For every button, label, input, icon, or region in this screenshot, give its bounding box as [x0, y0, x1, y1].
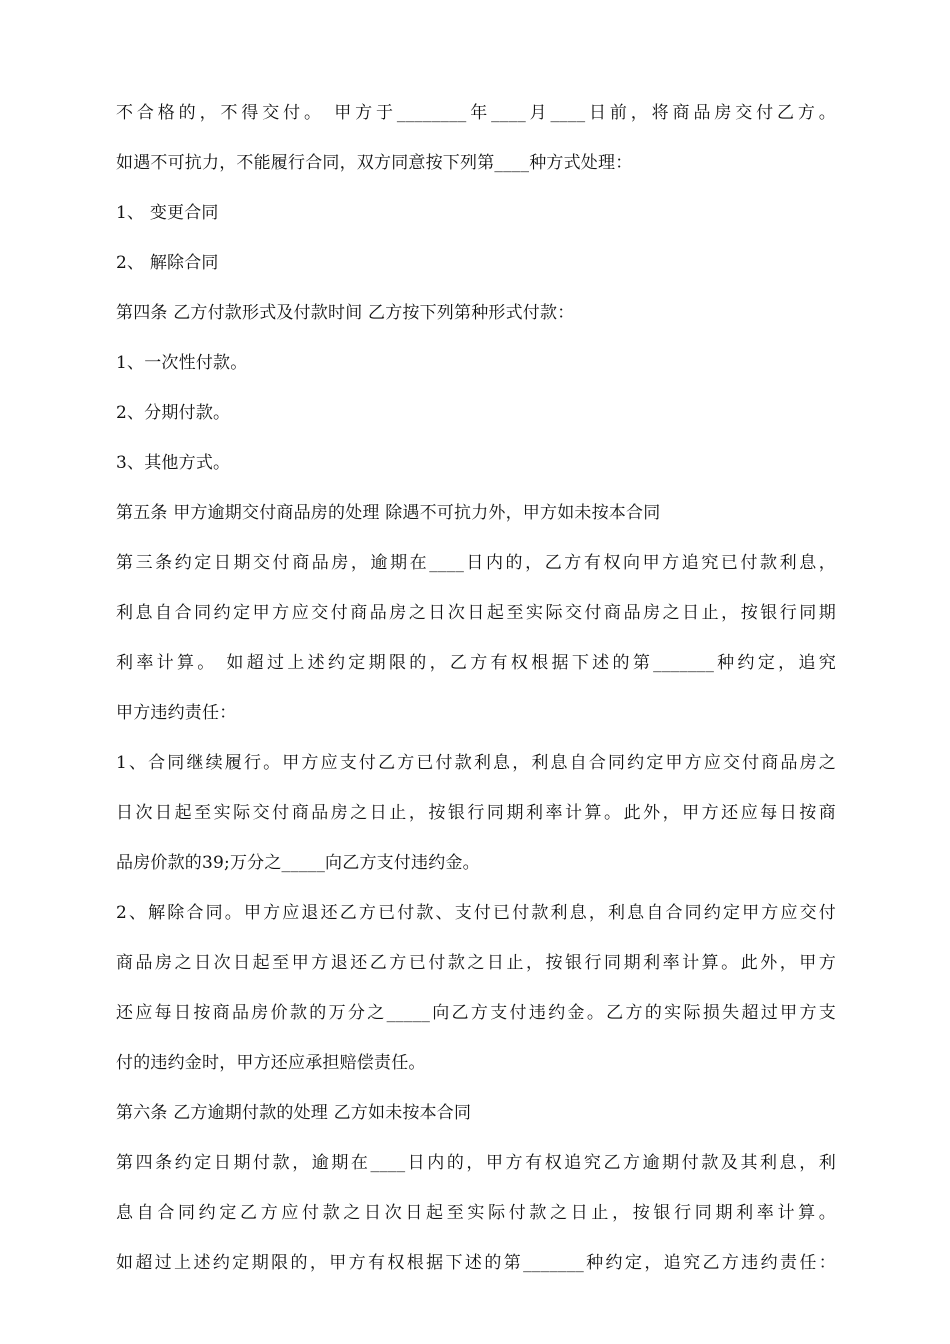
text-line: 利息自合同约定甲方应交付商品房之日次日起至实际交付商品房之日止，按银行同期: [116, 603, 836, 623]
text-line: 2、 解除合同: [116, 253, 219, 273]
text-line: 息自合同约定乙方应付款之日次日起至实际付款之日止，按银行同期利率计算。: [116, 1203, 836, 1223]
text-line: 第三条约定日期交付商品房，逾期在____日内的，乙方有权向甲方追究已付款利息，: [116, 553, 836, 573]
text-line: 还应每日按商品房价款的万分之_____向乙方支付违约金。乙方的实际损失超过甲方支: [116, 1003, 836, 1023]
section-heading: 第五条 甲方逾期交付商品房的处理 除遇不可抗力外，甲方如未按本合同: [116, 503, 661, 523]
text-line: 2、解除合同。甲方应退还乙方已付款、支付已付款利息，利息自合同约定甲方应交付: [116, 903, 836, 923]
text-line: 如遇不可抗力，不能履行合同，双方同意按下列第____种方式处理：: [116, 153, 633, 173]
section-heading: 第四条 乙方付款形式及付款时间 乙方按下列第种形式付款：: [116, 303, 575, 323]
text-line: 品房价款的39;万分之_____向乙方支付违约金。: [116, 853, 480, 873]
text-line: 1、一次性付款。: [116, 353, 248, 373]
text-line: 日次日起至实际交付商品房之日止，按银行同期利率计算。此外，甲方还应每日按商: [116, 803, 836, 823]
text-line: 不合格的，不得交付。 甲方于________年____月____日前，将商品房交付乙方。: [116, 103, 836, 123]
text-line: 1、 变更合同: [116, 203, 219, 223]
text-line: 3、其他方式。: [116, 453, 231, 473]
text-line: 第四条约定日期付款，逾期在____日内的，甲方有权追究乙方逾期付款及其利息，利: [116, 1153, 836, 1173]
text-line: 如超过上述约定期限的，甲方有权根据下述的第_______种约定，追究乙方违约责任：: [116, 1253, 836, 1273]
text-line: 1、合同继续履行。甲方应支付乙方已付款利息，利息自合同约定甲方应交付商品房之: [116, 753, 836, 773]
text-line: 付的违约金时，甲方还应承担赔偿责任。: [116, 1053, 426, 1073]
text-line: 商品房之日次日起至甲方退还乙方已付款之日止，按银行同期利率计算。此外，甲方: [116, 953, 836, 973]
text-line: 利率计算。 如超过上述约定期限的，乙方有权根据下述的第_______种约定，追究: [116, 653, 836, 673]
text-line: 甲方违约责任：: [116, 703, 237, 723]
section-heading: 第六条 乙方逾期付款的处理 乙方如未按本合同: [116, 1103, 472, 1123]
text-line: 2、分期付款。: [116, 403, 231, 423]
